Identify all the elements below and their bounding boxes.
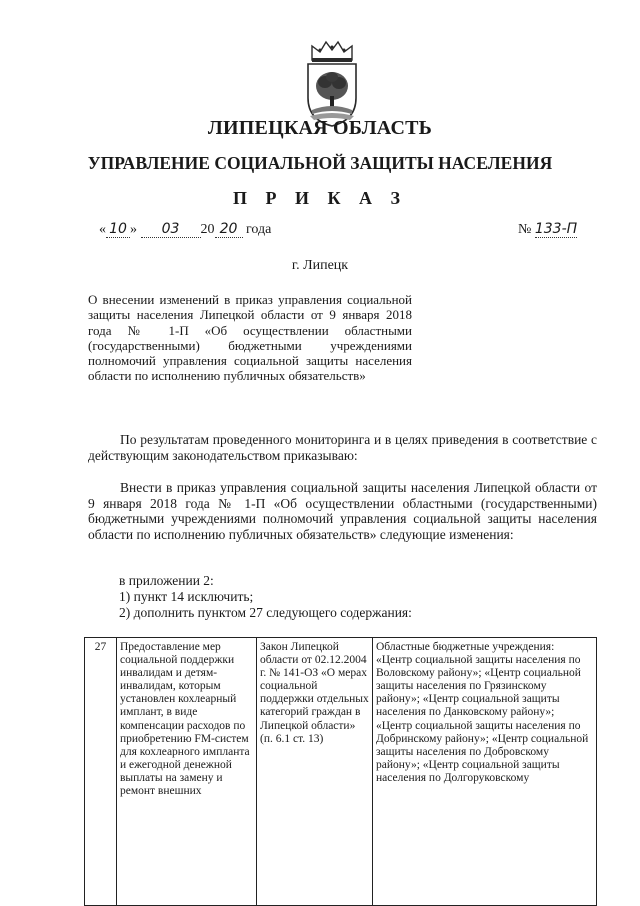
cell-obligation: Предоставление мер социальной поддержки инвалидам и детям-инвалидам, которым установлен кохлеарный имплант, в виде компенсации расходов по приобретению FM-систем для кохлеарного импланта и ежегодной денежной выплаты на замену и ремонт внешних xyxy=(117,638,257,906)
region-title: ЛИПЕЦКАЯ ОБЛАСТЬ xyxy=(207,117,433,139)
cell-law: Закон Липецкой области от 02.12.2004 г. № 141-ОЗ «О мерах социальной поддержки отдельных категорий граждан в Липецкой области» (п. 6.1 ст. 13) xyxy=(257,638,373,906)
date-close-quote: » xyxy=(130,222,137,237)
department-title: УПРАВЛЕНИЕ СОЦИАЛЬНОЙ ЗАЩИТЫ НАСЕЛЕНИЯ xyxy=(87,153,553,173)
date-word: года xyxy=(246,222,272,237)
preamble-text: По результатам проведенного мониторинга и в целях приведения в соответствие с действующим законодательством приказываю: xyxy=(88,432,597,463)
document-type: П Р И К А З xyxy=(232,188,408,208)
appendix-line: в приложении 2: xyxy=(119,573,214,588)
date-open-quote: « xyxy=(99,222,106,237)
city: г. Липецк xyxy=(291,258,349,273)
table-row xyxy=(85,638,597,906)
number-prefix: № xyxy=(518,222,532,237)
document-date xyxy=(99,221,271,238)
coat-of-arms-icon xyxy=(298,38,366,128)
date-year-suffix: 20 xyxy=(215,221,243,238)
document-number xyxy=(518,221,577,238)
amendment-table xyxy=(84,637,597,906)
number-value: 133-П xyxy=(534,221,578,237)
cell-number: 27 xyxy=(85,638,117,906)
item-1-line: 1) пункт 14 исключить; xyxy=(119,589,254,604)
preamble-paragraph xyxy=(88,432,597,463)
date-month: 03 xyxy=(141,221,201,238)
date-year-prefix: 20 xyxy=(200,222,215,237)
order-paragraph xyxy=(88,480,597,542)
order-subject: О внесении изменений в приказ управления социальной защиты населения Липецкой области от 9 января 2018 года № 1-П «Об осуществлении областными (государственными) бюджетными учреждениями полномочий управления социальной защиты населения области по исполнению публичных обязательств» xyxy=(88,292,412,384)
order-text: Внести в приказ управления социальной защиты населения Липецкой области от 9 января 2018 года № 1-П «Об осуществлении областными (государственными) бюджетными учреждениями полномочий управления социальной защиты населения области по исполнению публичных обязательств» следующие изменения: xyxy=(88,480,597,542)
cell-institutions: Областные бюджетные учреждения: «Центр социальной защиты населения по Воловскому району»; «Центр социальной защиты населения по Грязинскому району»; «Центр социальной защиты населения по Данковскому району»; «Центр социальной защиты населения по Добринскому району»; «Центр социальной защиты населения по Добровскому району»; «Центр социальной защиты населения по Долгоруковскому xyxy=(373,638,597,906)
item-2-line: 2) дополнить пунктом 27 следующего содержания: xyxy=(119,605,412,620)
date-day: 10 xyxy=(106,221,130,238)
